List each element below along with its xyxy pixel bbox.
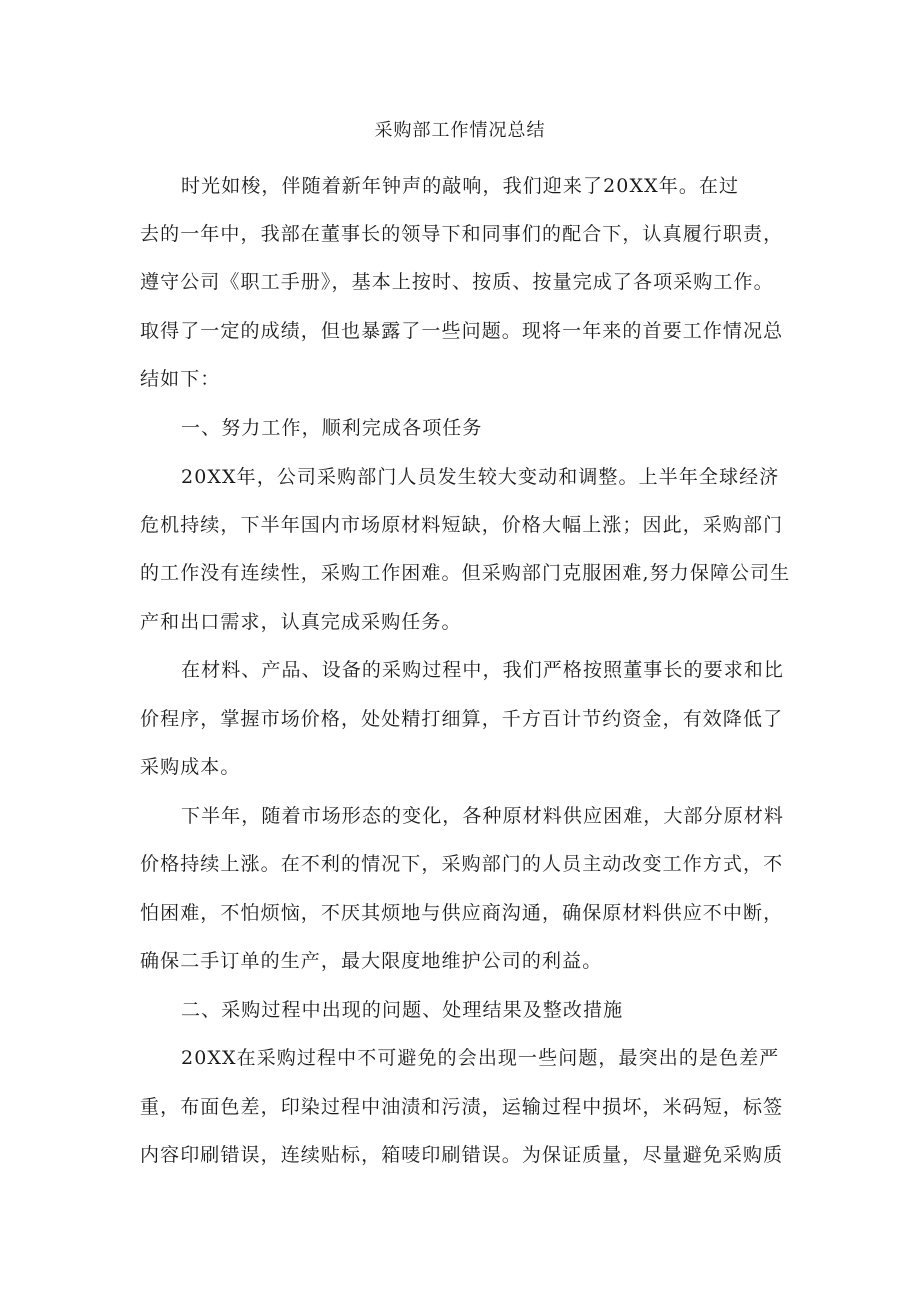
paragraph-line: 遵守公司《职工手册》，基本上按时、按质、按量完成了各项采购工作。 — [140, 271, 774, 293]
paragraph-line: 20XX在采购过程中不可避免的会出现一些问题，最突出的是色差严 — [181, 1047, 780, 1069]
paragraph-line: 怕困难，不怕烦恼，不厌其烦地与供应商沟通，确保原材料供应不中断， — [140, 902, 784, 924]
paragraph-line: 的工作没有连续性，采购工作困难。但采购部门克服困难,努力保障公司生 — [140, 562, 791, 584]
document-title: 采购部工作情况总结 — [374, 120, 546, 141]
paragraph-line: 价格持续上涨。在不利的情况下，采购部门的人员主动改变工作方式，不 — [140, 853, 784, 875]
paragraph-line: 产和出口需求，认真完成采购任务。 — [140, 611, 462, 633]
paragraph-line: 重，布面色差，印染过程中油渍和污渍，运输过程中损坏，米码短，标签 — [140, 1096, 784, 1118]
paragraph-line: 取得了一定的成绩，但也暴露了一些问题。现将一年来的首要工作情况总 — [140, 320, 784, 342]
paragraph-line: 时光如梭，伴随着新年钟声的敲响，我们迎来了20XX年。在过 — [181, 175, 740, 197]
paragraph-line: 危机持续，下半年国内市场原材料短缺，价格大幅上涨；因此，采购部门 — [140, 514, 784, 536]
section-heading: 二、采购过程中出现的问题、处理结果及整改措施 — [181, 999, 624, 1021]
paragraph-line: 内容印刷错误，连续贴标，箱唛印刷错误。为保证质量，尽量避免采购质 — [140, 1144, 784, 1166]
paragraph-line: 下半年，随着市场形态的变化，各种原材料供应困难，大部分原材料 — [181, 805, 785, 827]
paragraph-line: 在材料、产品、设备的采购过程中，我们严格按照董事长的要求和比 — [181, 659, 785, 681]
paragraph-line: 价程序，掌握市场价格，处处精打细算，千方百计节约资金，有效降低了 — [140, 708, 784, 730]
paragraph-line: 确保二手订单的生产，最大限度地维护公司的利益。 — [140, 950, 603, 972]
section-heading: 一、努力工作，顺利完成各项任务 — [181, 417, 483, 439]
paragraph-line: 结如下： — [140, 368, 221, 390]
paragraph-line: 去的一年中，我部在董事长的领导下和同事们的配合下，认真履行职责， — [140, 223, 784, 245]
paragraph-line: 采购成本。 — [140, 756, 241, 778]
paragraph-line: 20XX年，公司采购部门人员发生较大变动和调整。上半年全球经济 — [181, 466, 780, 488]
